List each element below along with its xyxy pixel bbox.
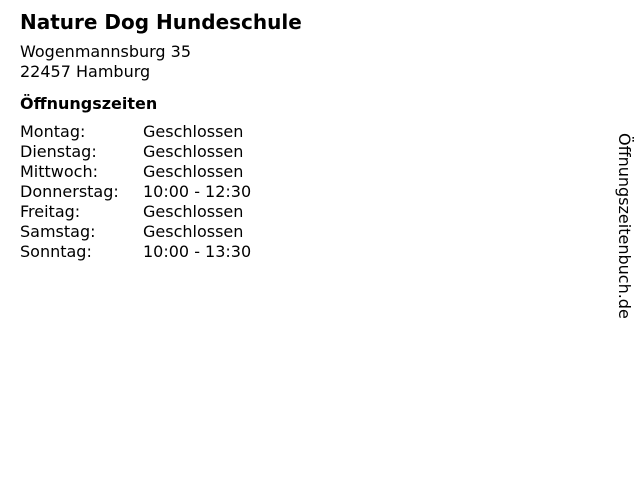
day-label: Mittwoch: — [20, 162, 98, 181]
hours-row-sonntag — [20, 242, 600, 262]
hours-row-freitag — [20, 202, 600, 222]
hours-value: Geschlossen — [143, 222, 244, 241]
hours-value: 10:00 - 13:30 — [143, 242, 252, 261]
day-label: Dienstag: — [20, 142, 97, 161]
hours-value: Geschlossen — [143, 162, 244, 181]
hours-row-samstag — [20, 222, 600, 242]
business-name: Nature Dog Hundeschule — [20, 10, 302, 34]
hours-row-donnerstag — [20, 182, 600, 202]
hours-value: Geschlossen — [143, 122, 244, 141]
hours-value: Geschlossen — [143, 202, 244, 221]
business-card — [20, 10, 600, 262]
day-label: Donnerstag: — [20, 182, 119, 201]
site-watermark: Öffnungszeitenbuch.de — [615, 133, 634, 319]
hours-row-mittwoch — [20, 162, 600, 182]
hours-row-montag — [20, 122, 600, 142]
day-label: Montag: — [20, 122, 86, 141]
address-city: 22457 Hamburg — [20, 62, 151, 81]
opening-hours-title: Öffnungszeiten — [20, 94, 158, 113]
hours-value: Geschlossen — [143, 142, 244, 161]
opening-hours-list — [20, 122, 600, 262]
hours-row-dienstag — [20, 142, 600, 162]
day-label: Freitag: — [20, 202, 81, 221]
day-label: Samstag: — [20, 222, 96, 241]
day-label: Sonntag: — [20, 242, 92, 261]
address-street: Wogenmannsburg 35 — [20, 42, 192, 61]
hours-value: 10:00 - 12:30 — [143, 182, 252, 201]
